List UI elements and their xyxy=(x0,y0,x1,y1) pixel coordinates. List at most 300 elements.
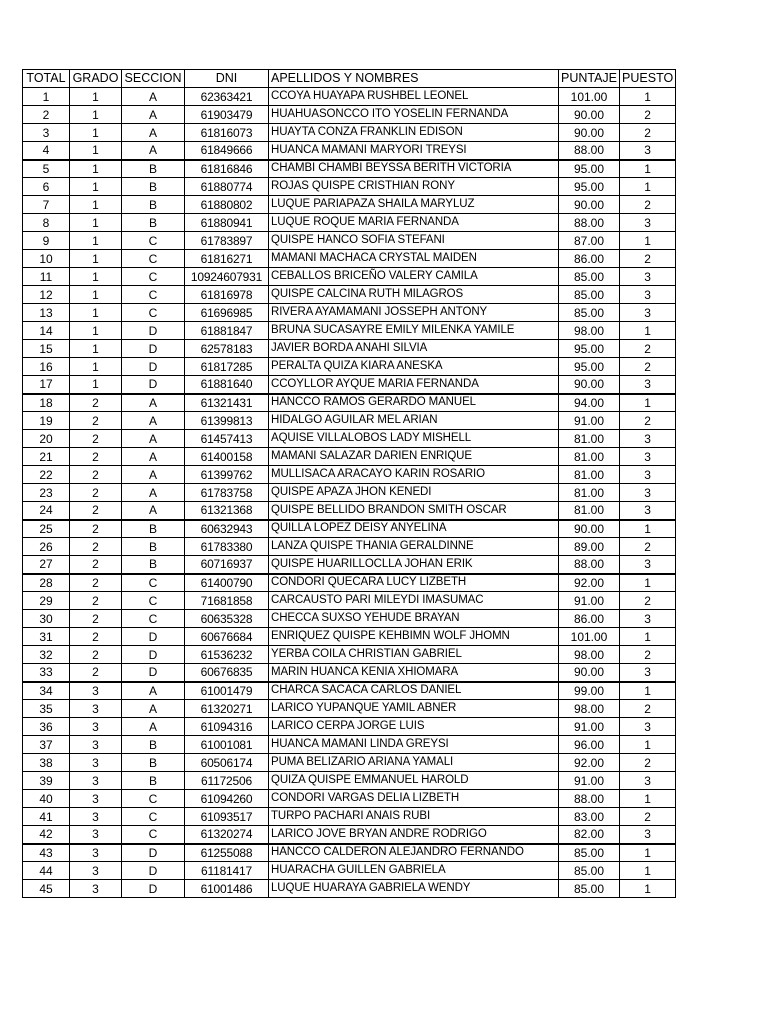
cell-puntaje: 82.00 xyxy=(559,826,620,844)
cell-puesto: 2 xyxy=(620,538,676,556)
cell-puntaje: 85.00 xyxy=(559,268,620,286)
table-row xyxy=(23,772,676,790)
cell-puntaje: 95.00 xyxy=(559,358,620,376)
table-row xyxy=(23,88,676,106)
cell-puntaje: 88.00 xyxy=(559,142,620,160)
cell-puntaje: 90.00 xyxy=(559,664,620,682)
cell-seccion: A xyxy=(122,430,185,448)
cell-puntaje: 81.00 xyxy=(559,484,620,502)
cell-dni: 61816978 xyxy=(185,286,269,304)
header-puntaje: PUNTAJE xyxy=(559,70,620,88)
cell-puntaje: 91.00 xyxy=(559,718,620,736)
table-row xyxy=(23,196,676,214)
table-row xyxy=(23,556,676,574)
cell-seccion: B xyxy=(122,538,185,556)
cell-nombre: CONDORI VARGAS DELIA LIZBETH xyxy=(269,790,559,808)
cell-puesto: 2 xyxy=(620,106,676,124)
cell-grado: 2 xyxy=(70,484,122,502)
cell-grado: 2 xyxy=(70,592,122,610)
cell-dni: 62578183 xyxy=(185,340,269,358)
cell-grado: 2 xyxy=(70,574,122,592)
cell-total: 8 xyxy=(23,214,70,232)
cell-seccion: D xyxy=(122,628,185,646)
table-row xyxy=(23,160,676,178)
cell-puesto: 3 xyxy=(620,286,676,304)
cell-dni: 61880774 xyxy=(185,178,269,196)
cell-seccion: C xyxy=(122,250,185,268)
cell-grado: 1 xyxy=(70,322,122,340)
cell-seccion: D xyxy=(122,340,185,358)
cell-puesto: 1 xyxy=(620,394,676,412)
cell-grado: 2 xyxy=(70,646,122,664)
cell-puntaje: 90.00 xyxy=(559,520,620,538)
cell-puntaje: 90.00 xyxy=(559,106,620,124)
cell-puesto: 3 xyxy=(620,484,676,502)
cell-dni: 10924607931 xyxy=(185,268,269,286)
cell-grado: 1 xyxy=(70,142,122,160)
cell-dni: 61816846 xyxy=(185,160,269,178)
cell-grado: 3 xyxy=(70,772,122,790)
cell-grado: 3 xyxy=(70,844,122,862)
cell-seccion: C xyxy=(122,304,185,322)
cell-grado: 1 xyxy=(70,214,122,232)
cell-puntaje: 90.00 xyxy=(559,196,620,214)
cell-dni: 61320274 xyxy=(185,826,269,844)
cell-nombre: QUISPE APAZA JHON KENEDI xyxy=(269,484,559,502)
table-row xyxy=(23,628,676,646)
cell-total: 27 xyxy=(23,556,70,574)
cell-total: 7 xyxy=(23,196,70,214)
cell-total: 5 xyxy=(23,160,70,178)
cell-seccion: A xyxy=(122,106,185,124)
cell-grado: 1 xyxy=(70,160,122,178)
cell-puntaje: 85.00 xyxy=(559,304,620,322)
cell-puesto: 1 xyxy=(620,160,676,178)
cell-total: 11 xyxy=(23,268,70,286)
table-row xyxy=(23,250,676,268)
cell-grado: 1 xyxy=(70,196,122,214)
cell-seccion: A xyxy=(122,718,185,736)
cell-puesto: 1 xyxy=(620,178,676,196)
cell-puntaje: 89.00 xyxy=(559,538,620,556)
cell-puntaje: 86.00 xyxy=(559,610,620,628)
cell-total: 4 xyxy=(23,142,70,160)
cell-total: 33 xyxy=(23,664,70,682)
cell-puesto: 1 xyxy=(620,736,676,754)
header-nombres: APELLIDOS Y NOMBRES xyxy=(269,70,559,88)
table-row xyxy=(23,304,676,322)
cell-grado: 1 xyxy=(70,304,122,322)
table-row xyxy=(23,232,676,250)
cell-nombre: HANCCO CALDERON ALEJANDRO FERNANDO xyxy=(269,844,559,862)
cell-grado: 3 xyxy=(70,826,122,844)
cell-seccion: A xyxy=(122,448,185,466)
cell-seccion: C xyxy=(122,826,185,844)
cell-nombre: MAMANI SALAZAR DARIEN ENRIQUE xyxy=(269,448,559,466)
cell-nombre: CHECCA SUXSO YEHUDE BRAYAN xyxy=(269,610,559,628)
cell-puntaje: 85.00 xyxy=(559,880,620,898)
cell-nombre: ROJAS QUISPE CRISTHIAN RONY xyxy=(269,178,559,196)
cell-puntaje: 99.00 xyxy=(559,682,620,700)
cell-nombre: CEBALLOS BRICEÑO VALERY CAMILA xyxy=(269,268,559,286)
cell-grado: 2 xyxy=(70,502,122,520)
cell-seccion: A xyxy=(122,394,185,412)
cell-puesto: 1 xyxy=(620,862,676,880)
cell-puntaje: 96.00 xyxy=(559,736,620,754)
cell-puesto: 1 xyxy=(620,844,676,862)
cell-grado: 3 xyxy=(70,880,122,898)
cell-grado: 3 xyxy=(70,754,122,772)
cell-total: 41 xyxy=(23,808,70,826)
cell-puesto: 3 xyxy=(620,664,676,682)
table-row xyxy=(23,322,676,340)
table-row xyxy=(23,412,676,430)
cell-total: 13 xyxy=(23,304,70,322)
cell-seccion: A xyxy=(122,700,185,718)
cell-puntaje: 81.00 xyxy=(559,430,620,448)
cell-puesto: 1 xyxy=(620,322,676,340)
table-row xyxy=(23,466,676,484)
cell-total: 24 xyxy=(23,502,70,520)
cell-total: 17 xyxy=(23,376,70,394)
cell-puntaje: 88.00 xyxy=(559,556,620,574)
header-row xyxy=(23,70,676,88)
cell-dni: 61400158 xyxy=(185,448,269,466)
cell-nombre: LARICO CERPA JORGE LUIS xyxy=(269,718,559,736)
cell-grado: 1 xyxy=(70,106,122,124)
cell-seccion: A xyxy=(122,466,185,484)
cell-dni: 61001081 xyxy=(185,736,269,754)
table-row xyxy=(23,700,676,718)
cell-puesto: 1 xyxy=(620,880,676,898)
cell-total: 12 xyxy=(23,286,70,304)
cell-total: 37 xyxy=(23,736,70,754)
table-row xyxy=(23,790,676,808)
cell-grado: 3 xyxy=(70,736,122,754)
cell-total: 6 xyxy=(23,178,70,196)
cell-grado: 1 xyxy=(70,178,122,196)
cell-seccion: B xyxy=(122,178,185,196)
cell-dni: 61172506 xyxy=(185,772,269,790)
cell-puesto: 1 xyxy=(620,232,676,250)
cell-dni: 60676835 xyxy=(185,664,269,682)
cell-nombre: QUILLA LOPEZ DEISY ANYELINA xyxy=(269,520,559,538)
cell-dni: 61320271 xyxy=(185,700,269,718)
cell-dni: 61816271 xyxy=(185,250,269,268)
cell-puesto: 2 xyxy=(620,808,676,826)
table-row xyxy=(23,520,676,538)
cell-nombre: CHARCA SACACA CARLOS DANIEL xyxy=(269,682,559,700)
cell-seccion: A xyxy=(122,124,185,142)
cell-nombre: PERALTA QUIZA KIARA ANESKA xyxy=(269,358,559,376)
cell-seccion: C xyxy=(122,790,185,808)
cell-nombre: LUQUE ROQUE MARIA FERNANDA xyxy=(269,214,559,232)
cell-puntaje: 98.00 xyxy=(559,322,620,340)
cell-puntaje: 81.00 xyxy=(559,502,620,520)
cell-grado: 1 xyxy=(70,88,122,106)
table-row xyxy=(23,376,676,394)
cell-nombre: HUANCA MAMANI LINDA GREYSI xyxy=(269,736,559,754)
cell-total: 42 xyxy=(23,826,70,844)
cell-nombre: QUISPE HUARILLOCLLA JOHAN ERIK xyxy=(269,556,559,574)
cell-nombre: AQUISE VILLALOBOS LADY MISHELL xyxy=(269,430,559,448)
cell-nombre: CARCAUSTO PARI MILEYDI IMASUMAC xyxy=(269,592,559,610)
cell-nombre: HUARACHA GUILLEN GABRIELA xyxy=(269,862,559,880)
cell-nombre: QUIZA QUISPE EMMANUEL HAROLD xyxy=(269,772,559,790)
cell-grado: 3 xyxy=(70,718,122,736)
cell-puntaje: 83.00 xyxy=(559,808,620,826)
header-seccion: SECCION xyxy=(122,70,185,88)
cell-nombre: MARIN HUANCA KENIA XHIOMARA xyxy=(269,664,559,682)
cell-dni: 61399813 xyxy=(185,412,269,430)
cell-dni: 61457413 xyxy=(185,430,269,448)
cell-seccion: D xyxy=(122,664,185,682)
cell-puesto: 1 xyxy=(620,520,676,538)
table-row xyxy=(23,430,676,448)
cell-dni: 61536232 xyxy=(185,646,269,664)
cell-nombre: HUAYTA CONZA FRANKLIN EDISON xyxy=(269,124,559,142)
cell-seccion: D xyxy=(122,862,185,880)
results-table xyxy=(22,69,676,898)
cell-seccion: B xyxy=(122,556,185,574)
cell-total: 25 xyxy=(23,520,70,538)
cell-total: 15 xyxy=(23,340,70,358)
cell-total: 18 xyxy=(23,394,70,412)
cell-grado: 1 xyxy=(70,124,122,142)
cell-seccion: A xyxy=(122,88,185,106)
cell-dni: 60676684 xyxy=(185,628,269,646)
cell-puntaje: 91.00 xyxy=(559,772,620,790)
cell-seccion: A xyxy=(122,682,185,700)
table-row xyxy=(23,106,676,124)
table-row xyxy=(23,862,676,880)
cell-puntaje: 87.00 xyxy=(559,232,620,250)
cell-seccion: C xyxy=(122,286,185,304)
cell-grado: 1 xyxy=(70,250,122,268)
cell-dni: 61849666 xyxy=(185,142,269,160)
cell-puesto: 2 xyxy=(620,340,676,358)
table-row xyxy=(23,340,676,358)
cell-total: 2 xyxy=(23,106,70,124)
table-row xyxy=(23,124,676,142)
cell-grado: 2 xyxy=(70,466,122,484)
cell-grado: 2 xyxy=(70,628,122,646)
cell-grado: 2 xyxy=(70,556,122,574)
cell-dni: 60635328 xyxy=(185,610,269,628)
cell-seccion: A xyxy=(122,502,185,520)
cell-nombre: QUISPE HANCO SOFIA STEFANI xyxy=(269,232,559,250)
table-row xyxy=(23,448,676,466)
cell-nombre: CCOYA HUAYAPA RUSHBEL LEONEL xyxy=(269,88,559,106)
cell-seccion: B xyxy=(122,736,185,754)
cell-puntaje: 98.00 xyxy=(559,700,620,718)
cell-dni: 61093517 xyxy=(185,808,269,826)
table-row xyxy=(23,844,676,862)
cell-total: 14 xyxy=(23,322,70,340)
cell-puntaje: 85.00 xyxy=(559,862,620,880)
header-dni: DNI xyxy=(185,70,269,88)
cell-dni: 61816073 xyxy=(185,124,269,142)
cell-seccion: B xyxy=(122,160,185,178)
cell-puesto: 2 xyxy=(620,196,676,214)
cell-total: 19 xyxy=(23,412,70,430)
cell-grado: 1 xyxy=(70,376,122,394)
cell-dni: 61321368 xyxy=(185,502,269,520)
cell-puntaje: 81.00 xyxy=(559,466,620,484)
cell-total: 43 xyxy=(23,844,70,862)
cell-grado: 3 xyxy=(70,808,122,826)
cell-puesto: 3 xyxy=(620,556,676,574)
cell-total: 39 xyxy=(23,772,70,790)
cell-nombre: YERBA COILA CHRISTIAN GABRIEL xyxy=(269,646,559,664)
cell-nombre: LUQUE HUARAYA GABRIELA WENDY xyxy=(269,880,559,898)
cell-grado: 1 xyxy=(70,358,122,376)
cell-total: 20 xyxy=(23,430,70,448)
cell-seccion: C xyxy=(122,268,185,286)
cell-total: 9 xyxy=(23,232,70,250)
table-row xyxy=(23,664,676,682)
cell-total: 34 xyxy=(23,682,70,700)
cell-dni: 61094316 xyxy=(185,718,269,736)
cell-nombre: CCOYLLOR AYQUE MARIA FERNANDA xyxy=(269,376,559,394)
cell-seccion: B xyxy=(122,520,185,538)
cell-nombre: LANZA QUISPE THANIA GERALDINNE xyxy=(269,538,559,556)
table-row xyxy=(23,682,676,700)
cell-grado: 3 xyxy=(70,682,122,700)
cell-total: 40 xyxy=(23,790,70,808)
cell-dni: 60716937 xyxy=(185,556,269,574)
cell-total: 26 xyxy=(23,538,70,556)
cell-seccion: D xyxy=(122,322,185,340)
cell-puesto: 1 xyxy=(620,682,676,700)
cell-nombre: MULLISACA ARACAYO KARIN ROSARIO xyxy=(269,466,559,484)
table-row xyxy=(23,880,676,898)
cell-nombre: BRUNA SUCASAYRE EMILY MILENKA YAMILE xyxy=(269,322,559,340)
cell-dni: 61094260 xyxy=(185,790,269,808)
cell-dni: 71681858 xyxy=(185,592,269,610)
cell-dni: 62363421 xyxy=(185,88,269,106)
cell-seccion: D xyxy=(122,646,185,664)
cell-nombre: CHAMBI CHAMBI BEYSSA BERITH VICTORIA xyxy=(269,160,559,178)
cell-dni: 61400790 xyxy=(185,574,269,592)
cell-nombre: PUMA BELIZARIO ARIANA YAMALI xyxy=(269,754,559,772)
cell-grado: 3 xyxy=(70,700,122,718)
table-row xyxy=(23,826,676,844)
table-row xyxy=(23,610,676,628)
cell-puesto: 3 xyxy=(620,142,676,160)
cell-puesto: 2 xyxy=(620,700,676,718)
cell-dni: 61321431 xyxy=(185,394,269,412)
cell-dni: 60506174 xyxy=(185,754,269,772)
cell-nombre: HIDALGO AGUILAR MEL ARIAN xyxy=(269,412,559,430)
cell-dni: 61903479 xyxy=(185,106,269,124)
cell-total: 32 xyxy=(23,646,70,664)
table-row xyxy=(23,718,676,736)
cell-puntaje: 91.00 xyxy=(559,412,620,430)
cell-dni: 61696985 xyxy=(185,304,269,322)
cell-nombre: RIVERA AYAMAMANI JOSSEPH ANTONY xyxy=(269,304,559,322)
cell-nombre: CONDORI QUECARA LUCY LIZBETH xyxy=(269,574,559,592)
cell-dni: 61001486 xyxy=(185,880,269,898)
cell-grado: 2 xyxy=(70,448,122,466)
cell-seccion: D xyxy=(122,880,185,898)
cell-dni: 61783897 xyxy=(185,232,269,250)
cell-total: 38 xyxy=(23,754,70,772)
cell-puesto: 2 xyxy=(620,592,676,610)
cell-grado: 2 xyxy=(70,610,122,628)
table-row xyxy=(23,484,676,502)
cell-puesto: 1 xyxy=(620,88,676,106)
cell-seccion: A xyxy=(122,142,185,160)
table-row xyxy=(23,736,676,754)
cell-seccion: A xyxy=(122,412,185,430)
header-grado: GRADO xyxy=(70,70,122,88)
cell-dni: 61881640 xyxy=(185,376,269,394)
cell-seccion: D xyxy=(122,358,185,376)
cell-total: 45 xyxy=(23,880,70,898)
cell-total: 35 xyxy=(23,700,70,718)
cell-grado: 2 xyxy=(70,394,122,412)
cell-grado: 2 xyxy=(70,430,122,448)
cell-puntaje: 88.00 xyxy=(559,214,620,232)
table-body xyxy=(23,88,676,898)
table-row xyxy=(23,178,676,196)
cell-puntaje: 81.00 xyxy=(559,448,620,466)
cell-nombre: LARICO YUPANQUE YAMIL ABNER xyxy=(269,700,559,718)
cell-puntaje: 92.00 xyxy=(559,754,620,772)
cell-total: 29 xyxy=(23,592,70,610)
cell-puesto: 3 xyxy=(620,826,676,844)
cell-seccion: C xyxy=(122,574,185,592)
cell-puntaje: 101.00 xyxy=(559,628,620,646)
cell-seccion: C xyxy=(122,592,185,610)
cell-seccion: A xyxy=(122,484,185,502)
cell-puesto: 2 xyxy=(620,250,676,268)
cell-puntaje: 95.00 xyxy=(559,178,620,196)
cell-dni: 61181417 xyxy=(185,862,269,880)
cell-puntaje: 95.00 xyxy=(559,160,620,178)
cell-nombre: ENRIQUEZ QUISPE KEHBIMN WOLF JHOMN xyxy=(269,628,559,646)
cell-total: 28 xyxy=(23,574,70,592)
cell-dni: 61255088 xyxy=(185,844,269,862)
cell-dni: 61817285 xyxy=(185,358,269,376)
cell-puesto: 3 xyxy=(620,268,676,286)
table-row xyxy=(23,286,676,304)
cell-total: 30 xyxy=(23,610,70,628)
cell-total: 10 xyxy=(23,250,70,268)
cell-puesto: 2 xyxy=(620,412,676,430)
cell-puntaje: 85.00 xyxy=(559,844,620,862)
cell-puesto: 1 xyxy=(620,628,676,646)
cell-grado: 1 xyxy=(70,268,122,286)
cell-seccion: D xyxy=(122,376,185,394)
cell-puesto: 3 xyxy=(620,448,676,466)
table-row xyxy=(23,538,676,556)
cell-puesto: 3 xyxy=(620,376,676,394)
cell-seccion: C xyxy=(122,610,185,628)
cell-grado: 1 xyxy=(70,286,122,304)
cell-grado: 3 xyxy=(70,790,122,808)
cell-puesto: 3 xyxy=(620,466,676,484)
cell-seccion: B xyxy=(122,754,185,772)
cell-puesto: 3 xyxy=(620,610,676,628)
cell-nombre: LARICO JOVE BRYAN ANDRE RODRIGO xyxy=(269,826,559,844)
table-row xyxy=(23,754,676,772)
cell-puesto: 1 xyxy=(620,574,676,592)
cell-nombre: QUISPE BELLIDO BRANDON SMITH OSCAR xyxy=(269,502,559,520)
cell-puntaje: 94.00 xyxy=(559,394,620,412)
cell-dni: 61880802 xyxy=(185,196,269,214)
